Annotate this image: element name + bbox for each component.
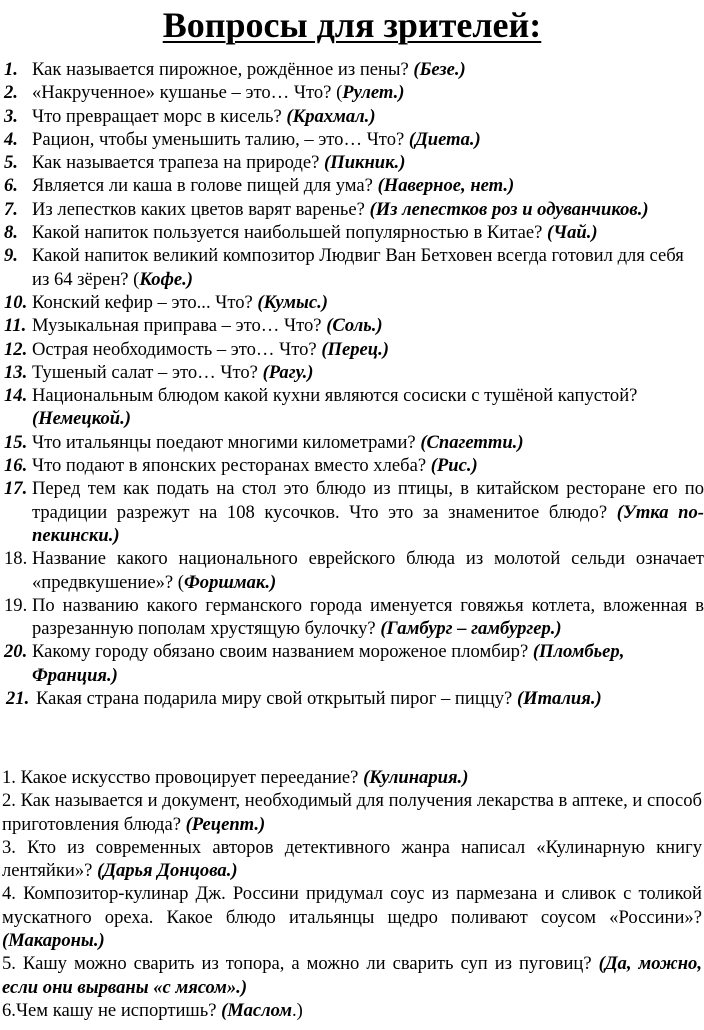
question-answer: (Дарья Донцова.) <box>97 860 238 882</box>
question-number: 11. <box>4 315 27 337</box>
question-answer: (Кумыс.) <box>257 291 328 313</box>
question-item-7 <box>4 198 704 221</box>
question-body <box>32 314 704 337</box>
question-body <box>36 687 704 710</box>
question-text: Тушеный салат – это… Что? <box>32 361 263 383</box>
question-answer-suffix: .) <box>292 999 303 1021</box>
question-item-18 <box>4 547 704 594</box>
question-text: Какому городу обязано своим названием мороженое пломбир? <box>32 641 533 663</box>
question-text: Музыкальная приправа – это… Что? <box>32 315 327 337</box>
question-body <box>32 477 704 547</box>
question-item-21 <box>4 687 704 710</box>
question-text: Является ли каша в голове пищей для ума? <box>32 175 378 197</box>
question-body <box>32 58 704 81</box>
question-item-2 <box>4 81 704 104</box>
question-body <box>32 198 704 221</box>
question-body <box>32 221 704 244</box>
question-answer: (Безе.) <box>413 59 466 80</box>
question-text: Конский кефир – это... Что? <box>32 291 258 313</box>
question-answer: (Италия.) <box>516 688 602 710</box>
question-item-14 <box>4 384 704 431</box>
question-text: 6.Чем кашу не испортишь? <box>2 999 222 1021</box>
question-text: Из лепестков каких цветов варят варенье? <box>32 198 370 220</box>
question-answer: (Рис.) <box>430 455 478 477</box>
question-body <box>32 338 704 361</box>
question-text: Что подают в японских ресторанах вместо хлеба? <box>32 455 431 477</box>
question-text: Перед тем как подать на стол это блюдо из птицы, в китайском ресторане его по традиции разрежут на 108 кусочков. Что это за знаменитое блюдо? <box>32 478 704 523</box>
question-item-9 <box>4 244 704 291</box>
question-answer: Рулет.) <box>342 82 405 104</box>
question-answer: (Макароны.) <box>2 930 105 952</box>
question-item-13 <box>4 361 704 384</box>
question-text: 1. Какое искусство провоцирует переедание? <box>2 767 364 788</box>
question-text: Какой напиток пользуется наибольшей популярностью в Китае? <box>32 222 547 244</box>
question-answer: (Пломбьер, Франция.) <box>32 641 625 686</box>
second-question-item-5 <box>2 952 702 999</box>
question-text: Как называется пирожное, рождённое из пены? <box>32 59 414 80</box>
question-answer: (Немецкой.) <box>32 408 131 430</box>
question-number: 9. <box>4 245 18 267</box>
question-item-11 <box>4 314 704 337</box>
question-number: 5. <box>4 152 18 174</box>
question-item-17 <box>4 477 704 547</box>
question-number: 7. <box>4 198 18 220</box>
question-body <box>32 105 704 128</box>
question-body <box>32 291 704 314</box>
page-title: Вопросы для зрителей: <box>162 5 542 45</box>
question-answer: (Утка по-пекински.) <box>32 501 704 546</box>
question-body <box>32 640 704 687</box>
question-body <box>32 151 704 174</box>
question-answer: (Спагетти.) <box>420 431 524 453</box>
question-body <box>32 594 704 641</box>
question-answer: (Чай.) <box>547 222 598 244</box>
question-answer: (Наверное, нет.) <box>377 175 515 197</box>
question-number: 18. <box>4 548 28 570</box>
question-number: 13. <box>4 361 28 383</box>
question-number: 17. <box>4 478 28 500</box>
question-item-15 <box>4 431 704 454</box>
question-text: 3. Кто из современных авторов детективного жанра написал «Кулинарную книгу лентяйки»? <box>2 836 702 882</box>
question-list <box>4 58 704 710</box>
question-number: 4. <box>4 128 18 150</box>
question-body <box>32 174 704 197</box>
question-number: 10. <box>4 291 28 313</box>
question-answer: Кофе.) <box>139 268 193 290</box>
question-text: Что превращает морс в кисель? <box>32 105 287 127</box>
question-text: Название какого национального еврейского блюда из молотой сельди означает «предвкушение»? ( <box>32 548 704 593</box>
second-question-item-4 <box>2 882 702 952</box>
question-number: 16. <box>4 455 28 477</box>
question-text: 4. Композитор-кулинар Дж. Россини придумал соус из пармезана и сливок с толикой мускатного ореха. Какое блюдо итальянцы щедро поливают соусом «Россини»? <box>2 883 702 928</box>
question-item-5 <box>4 151 704 174</box>
question-body <box>32 361 704 384</box>
question-item-12 <box>4 338 704 361</box>
question-body <box>32 244 704 291</box>
question-text: Как называется трапеза на природе? <box>32 152 325 174</box>
question-body <box>32 547 704 594</box>
second-question-item-6 <box>2 999 702 1022</box>
second-question-list <box>2 766 702 1022</box>
question-item-4 <box>4 128 704 151</box>
question-item-3 <box>4 105 704 128</box>
question-item-8 <box>4 221 704 244</box>
question-item-1 <box>4 58 704 81</box>
question-item-6 <box>4 174 704 197</box>
question-body <box>32 431 704 454</box>
question-number: 15. <box>4 431 28 453</box>
question-text: 2. Как называется и документ, необходимый для получения лекарства в аптеке, и способ приготовления блюда? <box>2 790 702 835</box>
question-answer: (Гамбург – гамбургер.) <box>380 618 562 640</box>
question-number: 14. <box>4 385 28 407</box>
question-item-16 <box>4 454 704 477</box>
question-number: 20. <box>4 641 28 663</box>
question-body <box>32 81 704 104</box>
question-text: Острая необходимость – это… Что? <box>32 338 322 360</box>
question-text: Национальным блюдом какой кухни являются сосиски с тушёной капустой? <box>32 385 638 407</box>
question-answer: (Диета.) <box>408 128 481 150</box>
second-question-item-2 <box>2 789 702 836</box>
question-answer: (Крахмал.) <box>286 105 376 127</box>
question-text: Какой напиток великий композитор Людвиг Ван Бетховен всегда готовил для себя из 64 зёрен? ( <box>32 245 684 290</box>
question-number: 2. <box>4 82 18 104</box>
question-answer: (Рецепт.) <box>185 813 266 835</box>
question-answer: (Из лепестков роз и одуванчиков.) <box>369 198 649 220</box>
question-number: 21. <box>6 688 30 710</box>
question-answer: (Кулинария.) <box>363 767 469 788</box>
question-number: 6. <box>4 175 18 197</box>
question-item-20 <box>4 640 704 687</box>
question-text: По названию какого германского города именуется говяжья котлета, вложенная в разрезанную пополам хрустящую булочку? <box>32 594 704 640</box>
question-body <box>32 128 704 151</box>
question-answer: (Перец.) <box>321 338 389 360</box>
question-number: 12. <box>4 338 28 360</box>
question-number: 19. <box>4 594 28 616</box>
question-number: 1. <box>4 59 18 80</box>
question-text: 5. Кашу можно сварить из топора, а можно ли сварить суп из пуговиц? <box>2 953 599 975</box>
question-item-10 <box>4 291 704 314</box>
question-answer: (Маслом <box>221 999 292 1021</box>
question-answer: Форшмак.) <box>183 571 277 593</box>
question-text: «Накрученное» кушанье – это… Что? ( <box>32 82 343 104</box>
second-question-item-1 <box>2 766 702 789</box>
question-answer: (Да, можно, если они вырваны «с мясом».) <box>2 953 702 998</box>
question-answer: (Рагу.) <box>262 361 314 383</box>
question-text: Какая страна подарила миру свой открытый пирог – пиццу? <box>36 688 517 710</box>
question-number: 8. <box>4 222 18 244</box>
question-text: Что итальянцы поедают многими километрами? <box>32 431 421 453</box>
question-body <box>32 454 704 477</box>
second-question-item-3 <box>2 836 702 883</box>
question-answer: (Пикник.) <box>324 152 406 174</box>
question-text: Рацион, чтобы уменьшить талию, – это… Что? <box>32 128 409 150</box>
question-item-19 <box>4 594 704 641</box>
question-number: 3. <box>4 105 18 127</box>
question-body <box>32 384 704 431</box>
question-answer: (Соль.) <box>326 315 383 337</box>
